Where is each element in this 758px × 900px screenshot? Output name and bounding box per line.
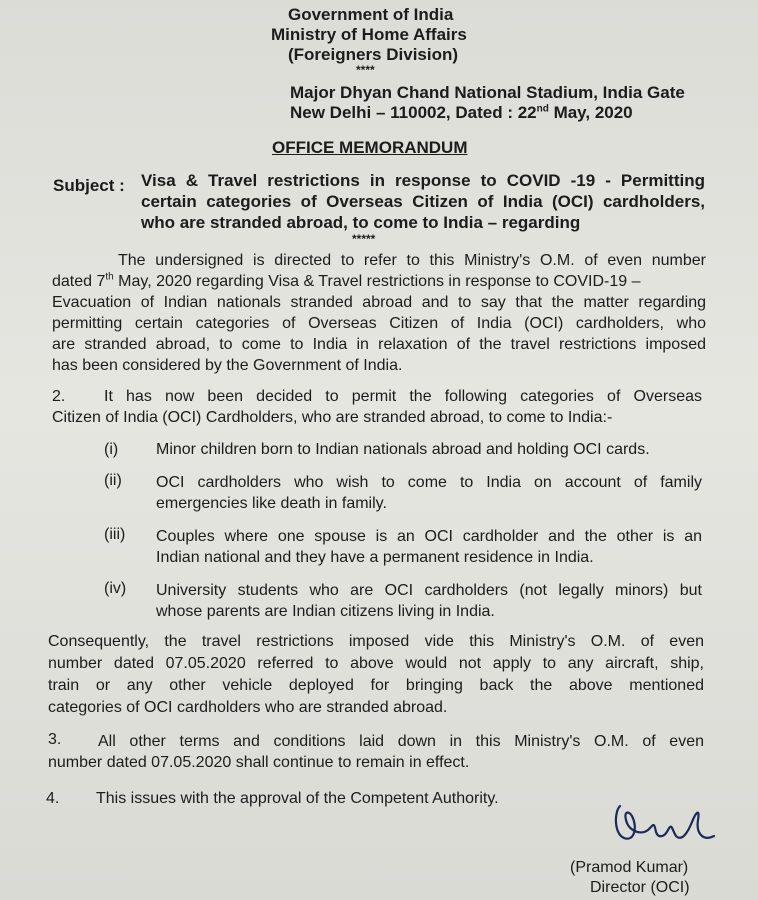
para3-line-1: All other terms and conditions laid down in this Ministry's O.M. of even (98, 733, 704, 750)
govt-heading: Government of India (288, 5, 454, 24)
item-1-number: (i) (104, 441, 119, 458)
para1-line-5: are stranded abroad, to come to India in relaxation of the travel restrictions imposed (52, 336, 706, 353)
para4-number: 4. (46, 790, 60, 807)
ministry-heading: Ministry of Home Affairs (271, 25, 467, 44)
item-4-number: (iv) (104, 580, 127, 597)
handwritten-signature (610, 802, 720, 854)
item-2-number: (ii) (104, 472, 122, 489)
division-heading: (Foreigners Division) (288, 45, 459, 64)
para4-line-1: This issues with the approval of the Competent Authority. (96, 790, 499, 807)
item-3-number: (iii) (104, 526, 126, 543)
para1-line-1: The undersigned is directed to refer to this Ministry's O.M. of even number (118, 252, 706, 269)
para1-line-4: permitting certain categories of Overseas Citizen of India (OCI) cardholders, who (52, 315, 706, 332)
item-2-line-2: emergencies like death in family. (156, 495, 387, 512)
para1-line-6: has been considered by the Government of India. (52, 357, 403, 374)
item-4-line-2: whose parents are Indian citizens living in India. (156, 603, 495, 620)
para2-number: 2. (52, 388, 66, 405)
item-3-line-1: Couples where one spouse is an OCI cardholder and the other is an (156, 528, 702, 545)
consequently-line-2: number dated 07.05.2020 referred to above would not apply to any aircraft, ship, (48, 655, 704, 672)
signatory-designation: Director (OCI) (590, 879, 690, 896)
subject-line-3: who are stranded abroad, to come to India – regarding (141, 213, 581, 232)
address-line-1: Major Dhyan Chand National Stadium, India Gate (290, 83, 685, 102)
consequently-line-4: categories of OCI cardholders who are stranded abroad. (48, 699, 448, 716)
item-4-line-1: University students who are OCI cardholders (not legally minors) but (156, 582, 702, 599)
consequently-line-1: Consequently, the travel restrictions imposed vide this Ministry's O.M. of even (48, 633, 704, 650)
para1-line-3: Evacuation of Indian nationals stranded abroad and to say that the matter regarding (52, 294, 706, 311)
item-3-line-2: Indian national and they have a permanent residence in India. (156, 549, 594, 566)
para2-line-1: It has now been decided to permit the following categories of Overseas (104, 388, 702, 405)
item-1-line-1: Minor children born to Indian nationals abroad and holding OCI cards. (156, 441, 650, 458)
subject-label: Subject : (53, 176, 125, 195)
consequently-line-3: train or any other vehicle deployed for bringing back the above mentioned (48, 677, 704, 694)
subject-line-2: certain categories of Overseas Citizen of India (OCI) cardholders, (141, 192, 705, 211)
subject-line-1: Visa & Travel restrictions in response to COVID -19 - Permitting (141, 171, 705, 190)
address-date-line: New Delhi – 110002, Dated : 22nd May, 2020 (290, 103, 633, 122)
para1-line-2: dated 7th May, 2020 regarding Visa & Travel restrictions in response to COVID-19 – (52, 271, 641, 290)
memo-title: OFFICE MEMORANDUM (272, 138, 468, 157)
header-stars: **** (356, 63, 375, 77)
para3-number: 3. (48, 731, 62, 748)
para2-line-2: Citizen of India (OCI) Cardholders, who are stranded abroad, to come to India:- (52, 409, 613, 426)
para3-line-2: number dated 07.05.2020 shall continue to remain in effect. (48, 754, 470, 771)
subject-stars: ***** (352, 232, 376, 246)
item-2-line-1: OCI cardholders who wish to come to India on account of family (156, 474, 702, 491)
signatory-name: (Pramod Kumar) (570, 859, 689, 876)
